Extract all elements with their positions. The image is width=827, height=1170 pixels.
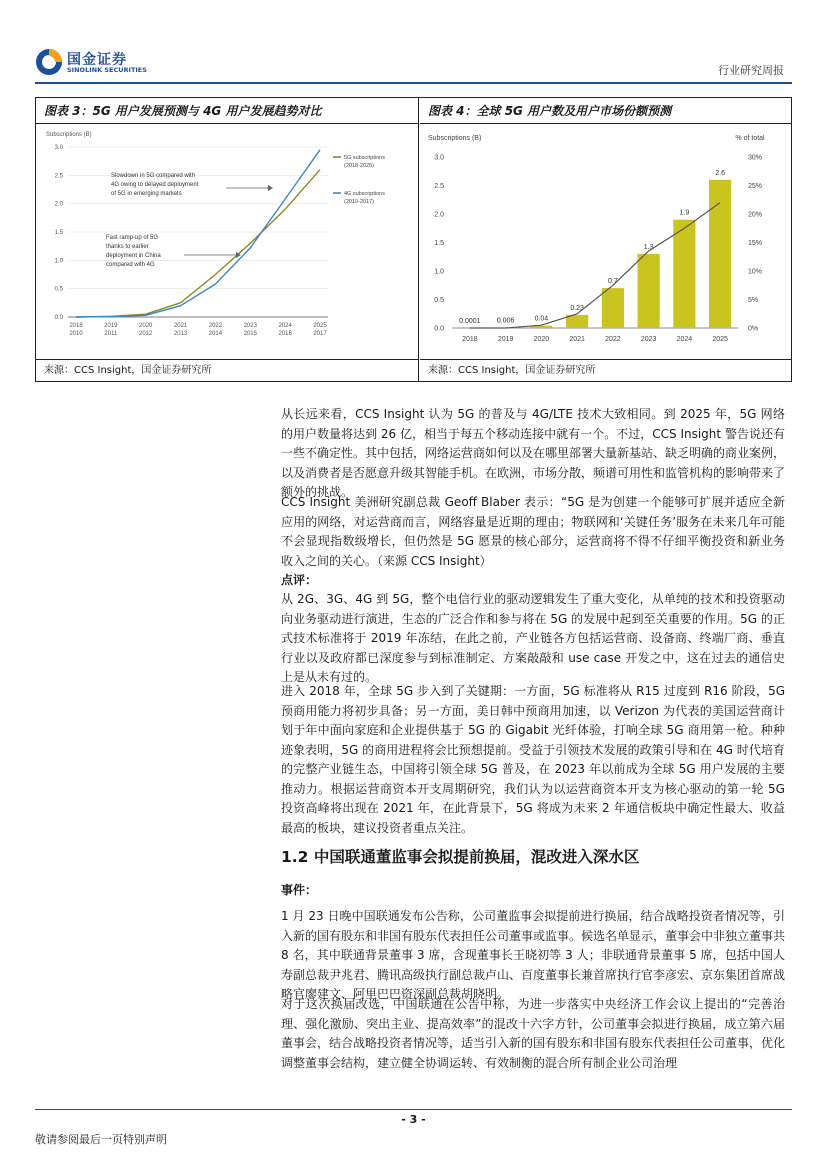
y2-tick-label: 20% <box>748 211 763 219</box>
annotation-text: of 5G in emerging markets <box>111 191 182 197</box>
logo-icon <box>35 48 63 76</box>
x-tick-label-top: 2024 <box>278 323 292 329</box>
y-tick-label: 1.5 <box>54 230 63 236</box>
x-tick-label: 2024 <box>676 336 693 343</box>
bar-2023 <box>638 254 660 328</box>
x-tick-label-top: 2025 <box>313 323 327 329</box>
page-header <box>0 0 827 90</box>
bar-2025 <box>709 180 731 328</box>
event-label: 事件： <box>281 883 318 897</box>
y-tick-label: 0.0 <box>434 325 444 333</box>
y-axis-right-label: % of total <box>735 135 765 142</box>
legend-label: (2018-2025) <box>344 163 374 169</box>
bar-value-label: 1.3 <box>643 243 654 251</box>
x-tick-label-bottom: 2011 <box>104 331 118 337</box>
annotation-text: 4G owing to delayed deployment <box>111 182 199 188</box>
legend-label: 5G subscriptions <box>344 155 385 161</box>
x-tick-label-top: 2023 <box>243 323 257 329</box>
y2-tick-label: 30% <box>748 154 763 162</box>
x-tick-label-top: 2022 <box>208 323 223 329</box>
y-tick-label: 0.5 <box>434 297 444 304</box>
logo-company-cn: 国金证券 <box>67 52 127 68</box>
x-tick-label-bottom: 2013 <box>173 331 188 337</box>
x-tick-label-top: 2019 <box>104 323 118 329</box>
bar-value-label: 1.9 <box>679 209 690 217</box>
y-tick-label: 0.5 <box>54 286 63 293</box>
x-tick-label-bottom: 2015 <box>243 331 257 337</box>
comment-label: 点评： <box>281 573 318 587</box>
figure-3-chart <box>36 125 418 359</box>
y-tick-label: 1.0 <box>434 268 444 276</box>
annotation-text: Slowdown in 5G compared with <box>111 173 196 179</box>
bar-value-label: 2.6 <box>715 169 725 177</box>
figure-4-panel <box>420 98 791 381</box>
paragraph-3: 从 2G、3G、4G 到 5G，整个电信行业的驱动逻辑发生了重大变化，从单纯的技术和投资驱动向业务驱动进行演进，生态的广泛合作和参与将在 5G 的发展中起到至关重要的作用。5G 的正式技术标准将于 2019 年冻结，在此之前，产业链各方包括运营商、设备商、终端厂商、垂直行业以及政府都已深度参与到标准制定、方案敲敲和 use case 开发之中，这在过去的通信史上是从未有过的。 <box>281 592 785 684</box>
x-tick-label-bottom: 2010 <box>69 331 83 337</box>
y-tick-label: 3.0 <box>434 154 444 162</box>
figure-4-chart <box>420 125 790 359</box>
footer-divider <box>35 1109 792 1110</box>
x-tick-label-bottom: 2016 <box>278 331 292 337</box>
y-tick-label: 2.0 <box>54 201 63 208</box>
paragraph-4: 进入 2018 年，全球 5G 步入到了关键期：一方面，5G 标准将从 R15 过度到 R16 阶段，5G 预商用能力将初步具备；另一方面，美日韩中预商用加速，以 Verizon 为代表的美国运营商计划于年中面向家庭和企业提供基于 5G 的 Gigabit 光纤体验，打响全球 5G 商用第一枪。种种迹象表明，5G 的商用进程将会比预想提前。受益于引领技术发展的政策引导和在 4G 时代培育的完整产业链生态，中国将引领全球 5G 普及，在 2023 年以前成为全球 5G 用户发展的主要推动力。根据运营商资本开支周期研究，我们认为以运营商资本开支为核心驱动的第一轮 5G 投资高峰将出现在 2021 年，在此背景下，5G 将成为未来 2 年通信板块中确定性最大、收益最高的板块，建议投资者重点关注。 <box>281 684 785 835</box>
figure-table <box>35 97 792 382</box>
x-tick-label: 2022 <box>605 336 621 343</box>
y2-tick-label: 15% <box>748 240 763 247</box>
company-logo <box>35 48 155 78</box>
y2-tick-label: 0% <box>748 325 759 333</box>
x-tick-label-top: 2021 <box>173 323 188 329</box>
page-number: - 3 - <box>401 1113 426 1126</box>
y-tick-label: 1.0 <box>54 258 63 265</box>
x-tick-label-top: 2018 <box>69 323 83 329</box>
figure-3-title: 图表 3：5G 用户发展预测与 4G 用户发展趋势对比 <box>36 98 418 124</box>
bar-value-label: 0.006 <box>496 317 515 325</box>
y-tick-label: 0.0 <box>54 315 63 321</box>
footer-disclaimer: 敬请参阅最后一页特别声明 <box>35 1133 167 1146</box>
section-heading: 1.2 中国联通董监事会拟提前换届，混改进入深水区 <box>281 848 640 866</box>
y-axis-left-label: Subscriptions (B) <box>428 135 482 142</box>
x-tick-label: 2018 <box>462 336 478 343</box>
bar-value-label: 0.23 <box>570 304 584 312</box>
y-axis-label: Subscriptions (B) <box>46 132 92 138</box>
bar-value-label: 0.04 <box>534 315 549 323</box>
x-tick-label-bottom: 2014 <box>208 331 223 337</box>
y2-tick-label: 10% <box>748 268 763 276</box>
x-tick-label-bottom: 2012 <box>139 331 153 337</box>
figure-4-title: 图表 4：全球 5G 用户数及用户市场份额预测 <box>420 98 791 124</box>
annotation-text: thanks to earlier <box>106 244 149 250</box>
header-divider <box>35 82 792 84</box>
x-tick-label-top: 2020 <box>139 323 153 329</box>
y-tick-label: 1.5 <box>434 240 444 247</box>
paragraph-2: CCS Insight 美洲研究副总裁 Geoff Blaber 表示：“5G 是为创建一个能够可扩展并适应全新应用的网络，对运营商而言，网络容量是近期的理由；物联网和‘关键任务’服务在未来几年可能不会显现指数级增长，但仍然是 5G 愿景的核心部分，运营商将不得不仔细平衡投资和新业务收入之间的关心。（来源 CCS Insight） <box>281 495 785 568</box>
legend-label: 4G subscriptions <box>344 191 385 197</box>
bar-value-label: 0.7 <box>608 278 618 286</box>
y2-tick-label: 5% <box>748 297 759 304</box>
y2-tick-label: 25% <box>748 183 763 190</box>
paragraph-5: 1 月 23 日晚中国联通发布公告称，公司董监事会拟提前进行换届，结合战略投资者情况等，引入新的国有股东和非国有股东代表担任公司董事或监事。候选名单显示，董事会中非独立董事共 8 名，其中联通背景董事 3 席，含现董事长王晓初等 3 人；非联通背景董事 5 席，包括中国人寿副总裁尹兆君、腾讯高级执行副总裁卢山、百度董事长兼首席执行官李彦宏、京东集团首席战略官廖建文、阿里巴巴资深副总裁胡晓明。 <box>281 909 786 1001</box>
x-tick-label: 2020 <box>533 336 550 343</box>
annotation-text: compared with 4G <box>106 262 155 268</box>
annotation-arrowhead <box>268 185 273 191</box>
figure-3-panel <box>36 98 419 381</box>
bar-2022 <box>602 288 624 328</box>
paragraph-6: 对于这次换届改选，中国联通在公告中称，为进一步落实中央经济工作会议上提出的“完善治理、强化激励、突出主业、提高效率”的混改十六字方针，公司董事会拟进行换届，成立第六届董事会，结合战略投资者情况等，适当引入新的国有股东和非国有股东代表担任公司董事，优化调整董事会结构，建立健全协调运转、有效制衡的混合所有制企业公司治理 <box>281 997 786 1070</box>
y-tick-label: 2.5 <box>54 173 63 180</box>
bar-value-label: 0.0001 <box>459 317 481 325</box>
x-tick-label: 2019 <box>497 336 514 343</box>
legend-label: (2010-2017) <box>344 199 374 205</box>
annotation-text: Fast ramp-up of 5G <box>106 235 159 241</box>
logo-company-en: SINOLINK SECURITIES <box>67 66 147 74</box>
x-tick-label: 2023 <box>640 336 657 343</box>
y-tick-label: 2.5 <box>434 183 444 190</box>
figure-3-source: 来源：CCS Insight，国金证券研究所 <box>36 359 418 381</box>
figure-4-source: 来源：CCS Insight，国金证券研究所 <box>420 359 791 381</box>
paragraph-1: 从长远来看，CCS Insight 认为 5G 的普及与 4G/LTE 技术大致相同。到 2025 年，5G 网络的用户数量将达到 26 亿，相当于每五个移动连接中就有一个。不过，CCS Insight 警告说还有一些不确定性。其中包括，网络运营商如何以及在哪里部署大量新基站、缺乏明确的商业案例，以及消费者是否愿意升级其智能手机。在欧洲，市场分散，频谱可用性和监管机构的影响带来了额外的挑战。 <box>281 407 786 499</box>
annotation-text: deployment in China <box>106 253 161 259</box>
x-tick-label: 2021 <box>569 336 585 343</box>
bar-2024 <box>673 220 695 328</box>
y-tick-label: 3.0 <box>54 145 63 151</box>
report-type: 行业研究周报 <box>718 64 784 77</box>
x-tick-label-bottom: 2017 <box>313 331 327 337</box>
y-tick-label: 2.0 <box>434 211 444 219</box>
x-tick-label: 2025 <box>712 336 728 343</box>
